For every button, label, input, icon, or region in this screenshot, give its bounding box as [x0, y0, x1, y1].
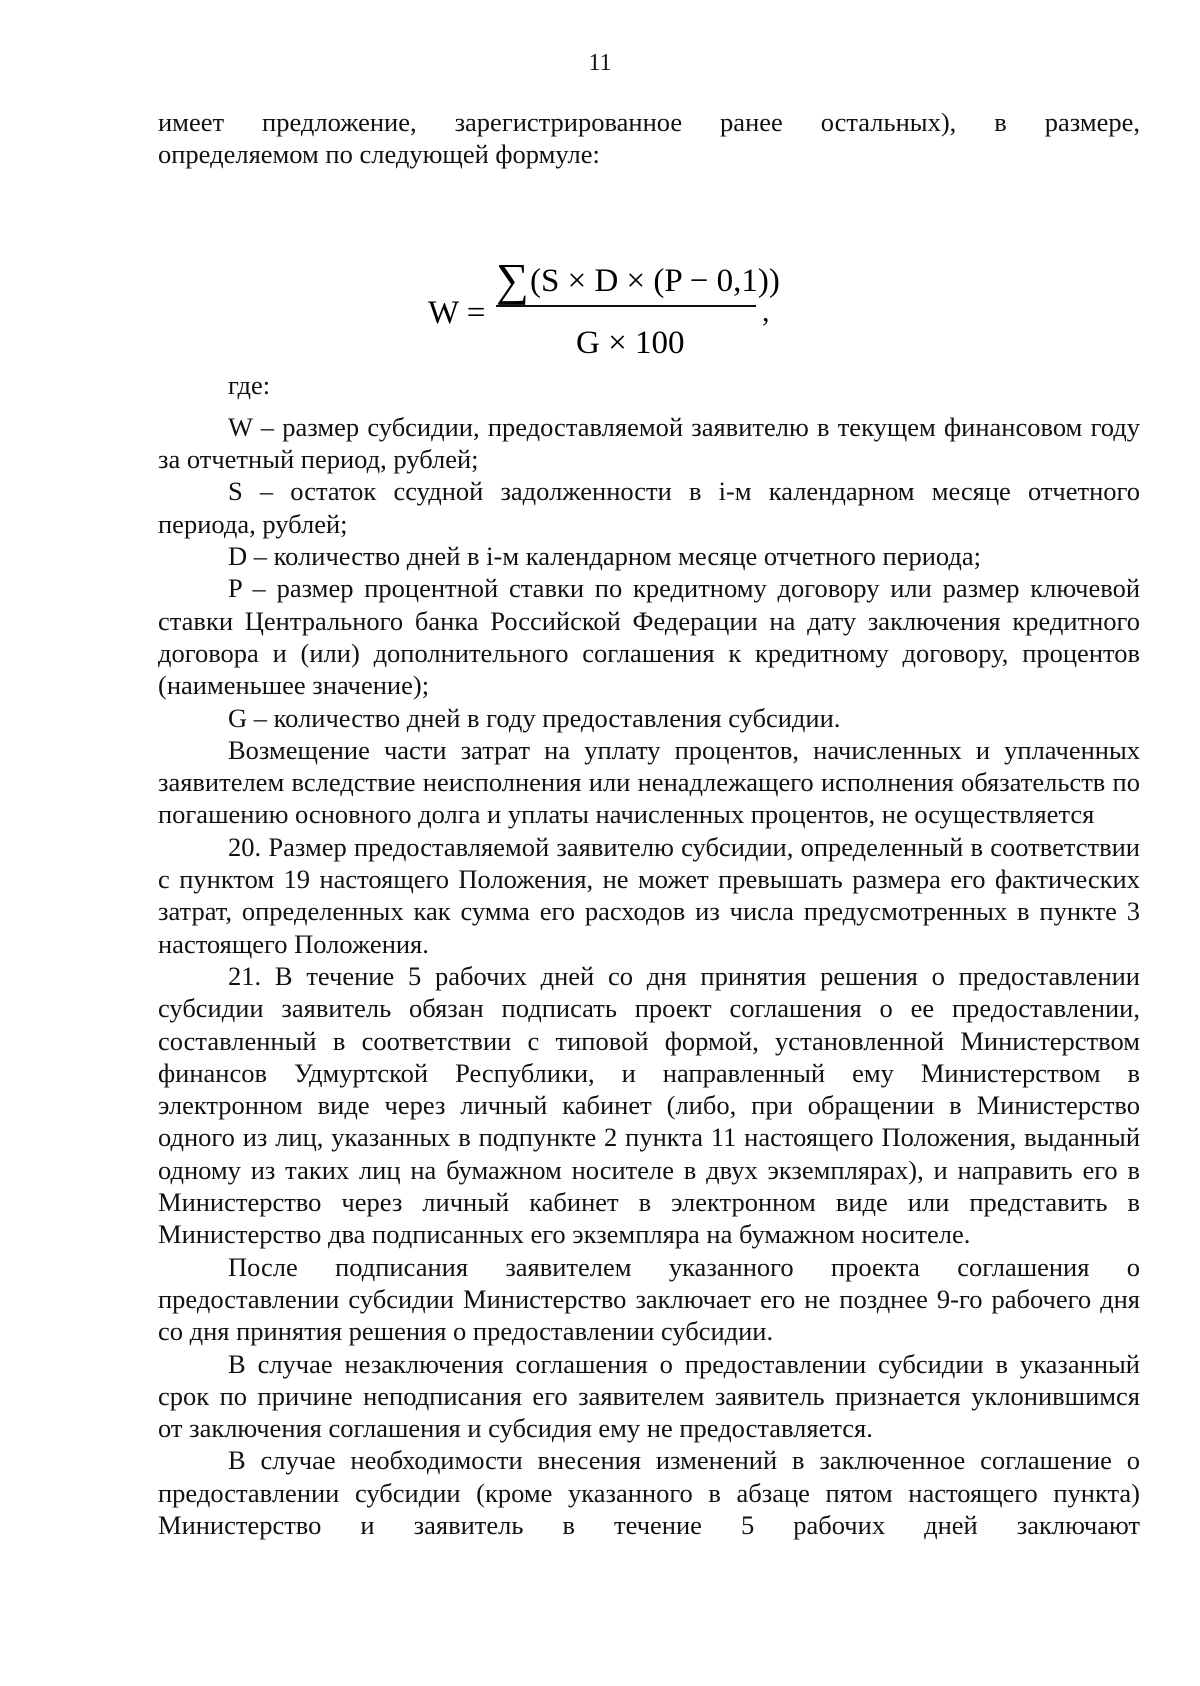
paragraph-amendments: В случае необходимости внесения изменений в заключенное соглашение о предоставлении субсидии (кроме указанного в абзаце пятом настоящего пункта) Министерство и заявитель в течение 5 рабочих дней заключают [158, 1445, 1140, 1540]
definition-d: D – количество дней в i-м календарном месяце отчетного периода; [228, 541, 982, 572]
definition-g: G – количество дней в году предоставления субсидии. [228, 702, 841, 733]
formula-numerator: (S × D × (P − 0,1)) [530, 262, 780, 299]
paragraph-21: 21. В течение 5 рабочих дней со дня принятия решения о предоставлении субсидии заявитель обязан подписать проект соглашения о ее предоставлении, составленный в соответствии с типовой формой, установленной Министерством финансов Удмуртской Республики, и направленный ему Министерством в электронном виде через личный кабинет (либо, при обращении в Министерство одного из лиц, указанных в подпункте 2 пункта 11 настоящего Положения, выданный одному из таких лиц на бумажном носителе в двух экземплярах), и направить его в Министерство через личный кабинет в электронном виде или представить в Министерство два подписанных его экземпляра на бумажном носителе. [158, 960, 1140, 1250]
formula-denominator: G × 100 [576, 324, 685, 355]
page-number: 11 [588, 50, 612, 76]
intro-line-2: определяемом по следующей формуле: [158, 139, 600, 170]
formula-sum-symbol: ∑ [496, 253, 529, 305]
intro-line-1: имеет предложение, зарегистрированное ранее остальных), в размере, [158, 107, 1140, 137]
subsidy-formula [158, 171, 1140, 355]
definition-p: P – размер процентной ставки по кредитному договору или размер ключевой ставки Центрального банка Российской Федерации на дату заключения кредитного договора и (или) дополнительного соглашения к кредитному договору, процентов (наименьшее значение); [158, 573, 1140, 701]
formula-graphic [158, 171, 1140, 355]
document-body [158, 106, 1140, 1541]
definition-w: W – размер субсидии, предоставляемой заявителю в текущем финансовом году за отчетный период, рублей; [158, 411, 1140, 475]
paragraph-non-conclusion: В случае незаключения соглашения о предоставлении субсидии в указанный срок по причине неподписания его заявителем заявитель признается уклонившимся от заключения соглашения и субсидия ему не предоставляется. [158, 1348, 1140, 1444]
formula-lhs: W = [428, 294, 486, 331]
definition-s: S – остаток ссудной задолженности в i-м календарном месяце отчетного периода, рублей; [158, 476, 1140, 539]
paragraph-20: 20. Размер предоставляемой заявителю субсидии, определенный в соответствии с пунктом 19 настоящего Положения, не может превышать размера его фактических затрат, определенных как сумма его расходов из числа предусмотренных в пункте 3 настоящего Положения. [158, 831, 1140, 959]
formula-trailing-comma: , [762, 294, 770, 328]
paragraph-reimbursement: Возмещение части затрат на уплату процентов, начисленных и уплаченных заявителем вследствие неисполнения или ненадлежащего исполнения обязательств по погашению основного долга и уплаты начисленных процентов, не осуществляется [158, 734, 1140, 830]
where-label: где: [228, 369, 271, 400]
paragraph-after-signing: После подписания заявителем указанного проекта соглашения о предоставлении субсидии Министерство заключает его не позднее 9-го рабочего дня со дня принятия решения о предоставлении субсидии. [158, 1251, 1140, 1347]
